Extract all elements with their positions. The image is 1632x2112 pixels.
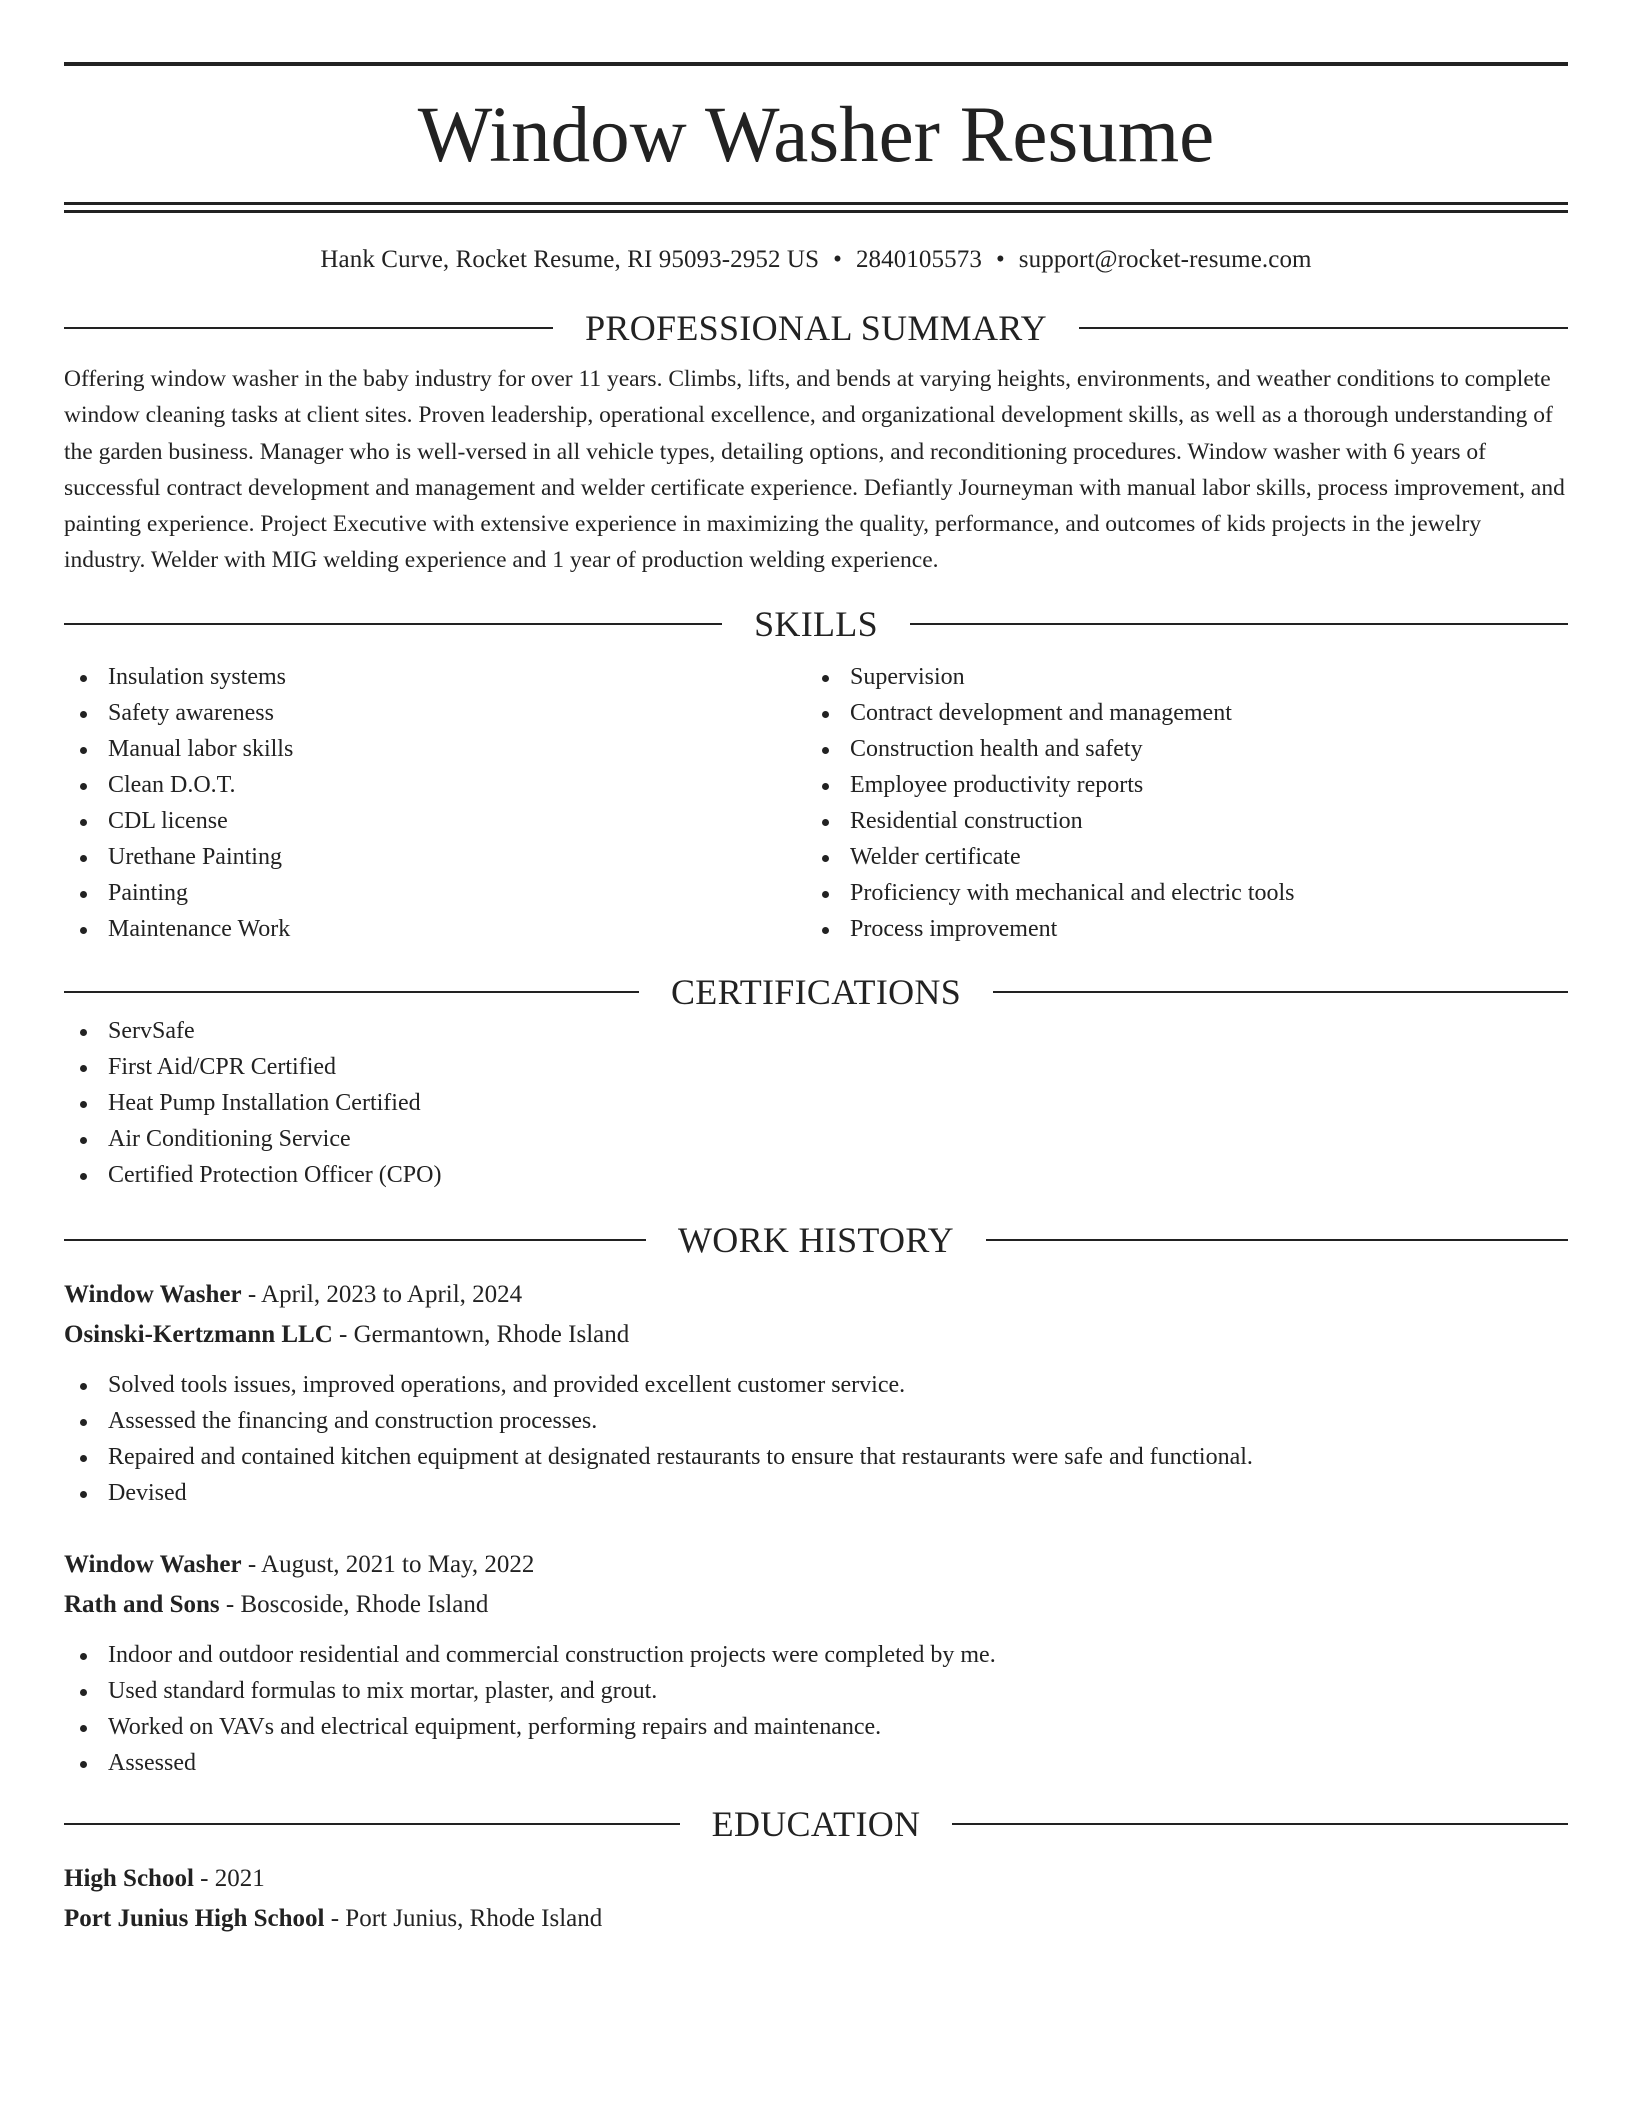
job-duty: Assessed the financing and construction processes. (64, 1403, 1568, 1439)
skill-item: Safety awareness (64, 695, 806, 731)
education-year: - 2021 (193, 1864, 265, 1892)
heading-rule (910, 623, 1568, 625)
education-degree-line (64, 1859, 1568, 1899)
job-role: Window Washer (64, 1550, 242, 1578)
heading-rule (64, 1823, 680, 1825)
skill-item: Process improvement (806, 911, 1548, 947)
contact-line (64, 244, 1568, 276)
heading-rule (952, 1823, 1568, 1825)
job-duties-list (64, 1637, 1568, 1781)
heading-rule (64, 623, 722, 625)
certification-item: First Aid/CPR Certified (64, 1049, 1568, 1085)
skill-item: Proficiency with mechanical and electric tools (806, 875, 1548, 911)
certification-item: ServSafe (64, 1013, 1568, 1049)
contact-phone: 2840105573 (855, 246, 982, 273)
contact-separator: • (995, 246, 1005, 273)
job-dates: - April, 2023 to April, 2024 (241, 1280, 523, 1308)
education-location: - Port Junius, Rhode Island (324, 1904, 603, 1932)
education-entry (64, 1859, 1568, 1939)
job-company-line (64, 1315, 1568, 1355)
heading-rule (1079, 327, 1568, 329)
heading-rule (986, 1239, 1568, 1241)
skill-item: Clean D.O.T. (64, 767, 806, 803)
skill-item: Painting (64, 875, 806, 911)
job-entry (64, 1545, 1568, 1781)
heading-rule (64, 1239, 646, 1241)
education-heading-label: EDUCATION (711, 1803, 921, 1844)
work-history-heading (64, 1219, 1568, 1261)
skill-item: Maintenance Work (64, 911, 806, 947)
job-company: Rath and Sons (64, 1590, 220, 1618)
skills-list-right (806, 659, 1548, 947)
skill-item: Construction health and safety (806, 731, 1548, 767)
job-entry (64, 1275, 1568, 1511)
contact-email: support@rocket-resume.com (1018, 246, 1312, 273)
skill-item: Manual labor skills (64, 731, 806, 767)
education-school-line (64, 1899, 1568, 1939)
summary-text: Offering window washer in the baby industry for over 11 years. Climbs, lifts, and bends at varying heights, environments, and weather conditions to complete window cleaning tasks at client sites. Proven leadership, operational excellence, and organizational development skills, as well as a thorough understanding of the garden business. Manager who is well-versed in all vehicle types, detailing options, and reconditioning procedures. Window washer with 6 years of successful contract development and management and welder certificate experience. Defiantly Journeyman with manual labor skills, process improvement, and painting experience. Project Executive with extensive experience in maximizing the quality, performance, and outcomes of kids projects in the jewelry industry. Welder with MIG welding experience and 1 year of production welding experience. (64, 366, 1565, 574)
skill-item: CDL license (64, 803, 806, 839)
skills-heading (64, 603, 1568, 645)
job-duty: Assessed (64, 1745, 1568, 1781)
job-role: Window Washer (64, 1280, 242, 1308)
job-location: - Germantown, Rhode Island (332, 1320, 630, 1348)
job-company: Osinski-Kertzmann LLC (64, 1320, 333, 1348)
job-title-line (64, 1275, 1568, 1315)
job-title-line (64, 1545, 1568, 1585)
skills-list-left (64, 659, 806, 947)
job-duty: Solved tools issues, improved operations, and provided excellent customer service. (64, 1367, 1568, 1403)
skill-item: Contract development and management (806, 695, 1548, 731)
job-dates: - August, 2021 to May, 2022 (241, 1550, 535, 1578)
job-company-line (64, 1585, 1568, 1625)
skills-heading-label: SKILLS (754, 603, 878, 644)
certification-item: Air Conditioning Service (64, 1121, 1568, 1157)
summary-heading-label: PROFESSIONAL SUMMARY (585, 308, 1047, 348)
contact-address: Hank Curve, Rocket Resume, RI 95093-2952 US (320, 246, 820, 273)
certifications-heading (64, 971, 1568, 1013)
summary-heading (64, 307, 1568, 349)
work-history-heading-label: WORK HISTORY (678, 1219, 954, 1260)
education-degree: High School (64, 1864, 194, 1892)
top-rule (64, 62, 1568, 66)
skill-item: Supervision (806, 659, 1548, 695)
heading-rule (64, 991, 639, 993)
resume-title: Window Washer Resume (417, 92, 1215, 179)
skill-item: Urethane Painting (64, 839, 806, 875)
heading-rule (64, 327, 553, 329)
certifications-heading-label: CERTIFICATIONS (670, 971, 962, 1012)
job-duties-list (64, 1367, 1568, 1511)
skill-item: Insulation systems (64, 659, 806, 695)
skill-item: Residential construction (806, 803, 1548, 839)
certifications-list (64, 1013, 1568, 1193)
job-duty: Used standard formulas to mix mortar, plaster, and grout. (64, 1673, 1568, 1709)
certification-item: Heat Pump Installation Certified (64, 1085, 1568, 1121)
certification-item: Certified Protection Officer (CPO) (64, 1157, 1568, 1193)
contact-separator: • (833, 246, 842, 273)
skill-item: Welder certificate (806, 839, 1548, 875)
skills-grid (64, 659, 1568, 947)
education-school: Port Junius High School (64, 1904, 325, 1932)
education-heading (64, 1803, 1568, 1845)
job-duty: Worked on VAVs and electrical equipment, performing repairs and maintenance. (64, 1709, 1568, 1745)
job-duty: Devised (64, 1475, 1568, 1511)
job-duty: Indoor and outdoor residential and commercial construction projects were completed by me. (64, 1637, 1568, 1673)
title-double-rule (64, 202, 1568, 213)
skill-item: Employee productivity reports (806, 767, 1548, 803)
heading-rule (993, 991, 1568, 993)
job-duty: Repaired and contained kitchen equipment at designated restaurants to ensure that restaurants were safe and functional. (64, 1439, 1568, 1475)
job-location: - Boscoside, Rhode Island (219, 1590, 489, 1618)
